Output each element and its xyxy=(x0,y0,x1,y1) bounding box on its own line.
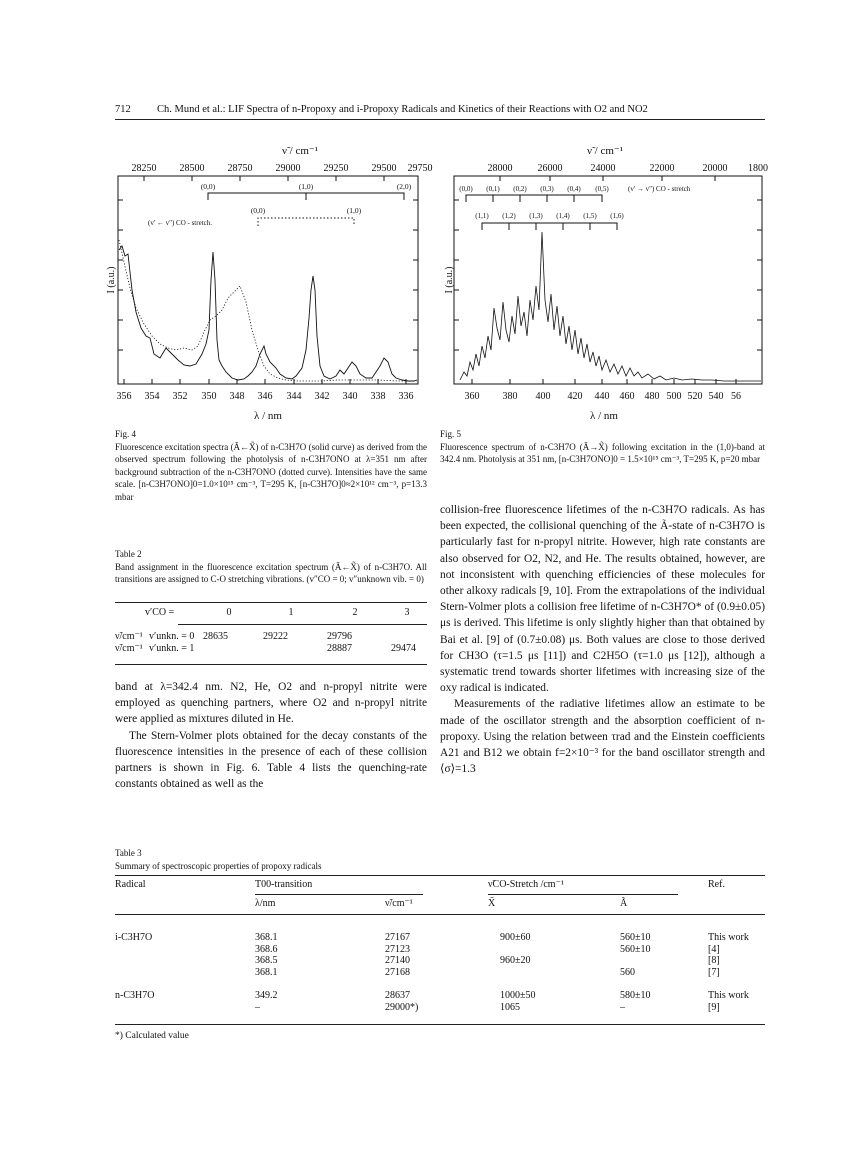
fig5-top-axis-label: ν̃ / cm⁻¹ xyxy=(586,145,624,157)
fig5-bottom-tick: 360 xyxy=(464,391,480,402)
fig5-ticks xyxy=(454,176,762,384)
table2-header-row xyxy=(115,606,427,618)
fig4-dotted-curve xyxy=(119,240,417,381)
table-cell: 368.1 xyxy=(255,932,278,943)
fig4-top-tick: 28250 xyxy=(131,163,157,174)
table2-caption-text: Band assignment in the fluorescence excitation spectrum (Ã←X̃) of n-C3H7O. All transitions are assigned to C-O stretching vibrations. (v″CO = 0; v″unknown vib. = 0) xyxy=(115,561,427,585)
table-cell: This work xyxy=(708,990,749,1001)
table-cell xyxy=(203,642,263,654)
fig4-top-tick: 29000 xyxy=(275,163,301,174)
fig4-top-tick: 29750 xyxy=(407,163,433,174)
table3-subheader: λ/nm xyxy=(255,898,276,909)
fig5-band-label: (0,1) xyxy=(486,185,500,193)
fig5-band-label: (0,5) xyxy=(595,185,609,193)
fig4-top-tick: 28750 xyxy=(227,163,253,174)
fig5-bottom-tick: 480 xyxy=(644,391,660,402)
fig5-y-axis-label: I (a.u.) xyxy=(444,266,455,294)
fig5-band-label: (0,0) xyxy=(459,185,473,193)
table-row xyxy=(115,630,427,642)
table3-caption-text: Summary of spectroscopic properties of propoxy radicals xyxy=(115,860,322,871)
fig4-top-tick: 28500 xyxy=(179,163,205,174)
table2 xyxy=(115,606,427,618)
table2-header-cell: 3 xyxy=(404,606,410,618)
paragraph: The Stern-Volmer plots obtained for the decay constants of the fluorescence intensities in the presence of each of these collision partners is shown in Fig. 6. Table 4 lists the quenching-rate constants obtained as well as the xyxy=(115,729,427,791)
table-cell: 960±20 xyxy=(500,955,531,966)
table-cell xyxy=(115,955,255,967)
table3-rule-top xyxy=(115,875,765,876)
table3-header: Radical xyxy=(115,879,146,890)
table-cell: 1000±50 xyxy=(500,990,536,1001)
fig5-bottom-tick: 540 xyxy=(708,391,724,402)
fig4-annotation: (v' ← v") CO - stretch. xyxy=(148,219,212,227)
fig4-caption-text: Fluorescence excitation spectra (Ã←X̃) of n-C3H7O (solid curve) as derived from the observed spectrum following the photolysis of n-C3H7ONO at λ=351 nm after background subtraction of the n-C3H7ONO (dotted curve). Intensities have the same scale. [n-C3H7ONO]0=1.0×10¹⁵ cm⁻³, T=295 K, [n-C3H7O]0≈2×10¹² cm⁻³, p=13.3 mbar xyxy=(115,441,427,502)
table-cell: v′unkn. = 1 xyxy=(149,642,195,654)
page-number: 712 xyxy=(115,104,131,115)
table-cell: 27167 xyxy=(385,932,410,943)
table-cell: v′unkn. = 0 xyxy=(149,630,195,642)
fig5-bracket-row2 xyxy=(482,223,617,230)
figure-5 xyxy=(440,140,768,402)
fig5-band-label: (0,2) xyxy=(513,185,527,193)
table-cell xyxy=(115,1002,255,1014)
table3-header: T00-transition xyxy=(255,879,313,890)
fig5-band-label: (1,6) xyxy=(610,212,624,220)
table3-header: Ref. xyxy=(708,879,725,890)
table-cell xyxy=(115,967,255,979)
fig5-band-label: (0,4) xyxy=(567,185,581,193)
table-cell xyxy=(488,944,620,956)
table-cell: 368.1 xyxy=(255,966,278,978)
fig4-caption-title: Fig. 4 xyxy=(115,429,137,439)
fig5-bottom-tick: 380 xyxy=(502,391,518,402)
fig4-band-bracket-solid xyxy=(208,193,404,200)
fig4-bottom-tick: 352 xyxy=(172,391,188,402)
table-cell: 560±10 xyxy=(620,932,651,943)
fig4-band-label: (0,0) xyxy=(200,182,216,191)
fig5-bottom-tick: 56 xyxy=(731,391,741,402)
table-row xyxy=(115,944,765,956)
table-row xyxy=(115,642,427,654)
paragraph: band at λ=342.4 nm. N2, He, O2 and n-propyl nitrite were employed as quenching partners, where O2 and n-propyl nitrite were applied as mixtures diluted in He. xyxy=(115,681,427,726)
table2-title: Table 2 xyxy=(115,549,142,559)
fig5-top-tick: 28000 xyxy=(487,163,513,174)
fig4-band-bracket-dotted xyxy=(258,218,354,226)
running-title: Ch. Mund et al.: LIF Spectra of n-Propoxy and i-Propoxy Radicals and Kinetics of their Reactions with O2 and NO2 xyxy=(157,104,648,115)
table-cell: 368.6 xyxy=(255,943,278,955)
fig5-band-label: (1,5) xyxy=(583,212,597,220)
table-cell: 368.5 xyxy=(255,955,278,966)
table3-subheader: ν̃/cm⁻¹ xyxy=(385,898,413,909)
fig5-x-axis-label: λ / nm xyxy=(590,410,618,422)
fig5-band-label: (1,1) xyxy=(475,212,489,220)
paragraph: collision-free fluorescence lifetimes of the n-C3H7O radicals. As has been expected, the collisional quenching of the Ã-state of n-C3H7O is particularly fast for n-propyl nitrite. However, high rate constants are also observed for O2, N2, and He. The results obtained, however, are not inconsistent with quenching efficiencies of these molecules for other alkoxy radicals [9, 10]. From the extrapolations of the individual Stern-Volmer plots a collision free lifetime of n-C3H7O* of (0.9±0.05) μs is derived. This lifetime is only slightly higher than that obtained by Bai et al. [9] of (0.7±0.08) μs. Both values are close to those derived for CH3O (τ=1.5 μs [11]) and C2H5O (τ=1.0 μs [12]), although a systematic trend towards shorter lifetimes with increasing size of the oxy radical is indicated. xyxy=(440,504,765,695)
fig5-caption-text: Fluorescence spectrum of n-C3H7O (Ã→X̃) following excitation in the (1,0)-band at 342.4 nm. Photolysis at 351 nm, [n-C3H7ONO]0 = 1.5×10¹⁵ cm⁻³, T=295 K, p=20 mbar xyxy=(440,441,765,465)
table-cell xyxy=(488,967,620,979)
fig4-bottom-tick: 346 xyxy=(257,391,273,402)
fig4-bottom-tick: 342 xyxy=(314,391,330,402)
fig5-band-label: (1,4) xyxy=(556,212,570,220)
table-row xyxy=(115,955,765,967)
fig4-top-axis-label: ν̃ / cm⁻¹ xyxy=(281,145,319,157)
fig5-band-label: (1,3) xyxy=(529,212,543,220)
table-cell: – xyxy=(620,1001,625,1013)
table-cell: n-C3H7O xyxy=(115,990,155,1001)
table-cell: This work xyxy=(708,932,749,943)
table3-rule-sub xyxy=(488,894,678,895)
table-cell: [9] xyxy=(708,1001,720,1013)
fig5-band-label: (0,3) xyxy=(540,185,554,193)
fig5-top-tick: 22000 xyxy=(649,163,675,174)
table-cell: 29000*) xyxy=(385,1001,419,1013)
table3-rule-mid xyxy=(115,914,765,915)
table3-caption xyxy=(115,847,765,872)
table-cell: 560±10 xyxy=(620,943,651,955)
table-cell: [4] xyxy=(708,943,720,955)
fig4-top-tick: 29500 xyxy=(371,163,397,174)
table-cell: – xyxy=(255,1001,260,1013)
fig5-bottom-tick: 460 xyxy=(619,391,635,402)
table2-rule-bottom xyxy=(115,664,427,665)
fig5-caption-title: Fig. 5 xyxy=(440,429,462,439)
table-cell: 28635 xyxy=(203,630,228,642)
fig5-bottom-tick: 440 xyxy=(594,391,610,402)
header-rule xyxy=(115,119,765,120)
table-cell xyxy=(620,955,708,967)
table2-header-cell: 2 xyxy=(352,606,358,618)
fig5-band-label: (1,2) xyxy=(502,212,516,220)
table-cell: [7] xyxy=(708,966,720,978)
fig5-top-tick: 20000 xyxy=(702,163,728,174)
table-cell: 27140 xyxy=(385,955,410,966)
table-row xyxy=(115,932,765,944)
table-cell: 27123 xyxy=(385,943,410,955)
table-cell: 29796 xyxy=(327,630,352,642)
fig4-band-label: (1,0) xyxy=(298,182,314,191)
table-cell: [8] xyxy=(708,955,720,966)
table-cell: 28887 xyxy=(327,642,352,654)
table2-body xyxy=(115,630,427,654)
table3-footnote: *) Calculated value xyxy=(115,1031,189,1041)
table3-subheader: Ã xyxy=(620,898,628,909)
table3-title: Table 3 xyxy=(115,848,142,858)
table-cell: 27168 xyxy=(385,966,410,978)
table-cell: 29222 xyxy=(263,630,288,642)
fig4-y-axis-label: I (a.u.) xyxy=(106,266,117,294)
fig4-caption xyxy=(115,428,427,504)
table-row xyxy=(115,967,765,979)
fig5-annotation: (v' → v") CO - stretch xyxy=(628,185,691,193)
fig4-top-ticks xyxy=(132,163,433,174)
fig4-bottom-tick: 356 xyxy=(116,391,132,402)
table3-rule-bottom xyxy=(115,1024,765,1025)
table2-header-cell: 1 xyxy=(288,606,294,618)
fig5-bottom-tick: 400 xyxy=(535,391,551,402)
fig4-bottom-ticks xyxy=(117,391,414,402)
table-cell: 900±60 xyxy=(500,932,531,943)
fig4-top-tick: 29250 xyxy=(323,163,349,174)
right-column-text xyxy=(440,502,765,777)
fig5-bottom-tick: 500 xyxy=(666,391,682,402)
table-cell xyxy=(263,642,327,654)
fig5-spectrum xyxy=(460,232,761,381)
fig4-bottom-tick: 354 xyxy=(144,391,160,402)
fig4-bottom-tick: 348 xyxy=(229,391,245,402)
figure-4 xyxy=(106,140,433,402)
table-row xyxy=(115,1002,765,1014)
table2-header-cell: v′CO = xyxy=(145,606,175,618)
fig4-bottom-tick: 336 xyxy=(398,391,414,402)
fig4-bottom-tick: 340 xyxy=(342,391,358,402)
fig4-bottom-tick: 338 xyxy=(370,391,386,402)
table2-rule-mid xyxy=(178,624,427,625)
left-column-text xyxy=(115,679,427,792)
table3-subheader: X̃ xyxy=(488,898,496,909)
table-cell: ν̃/cm⁻¹ xyxy=(115,630,143,642)
fig5-frame xyxy=(454,176,762,384)
fig5-top-tick: 26000 xyxy=(537,163,563,174)
fig4-band-label: (2,0) xyxy=(396,182,412,191)
table2-caption xyxy=(115,548,427,586)
fig5-caption xyxy=(440,428,765,466)
table-cell: 28637 xyxy=(385,990,410,1001)
table-row xyxy=(115,978,765,1002)
fig4-band-label: (1,0) xyxy=(346,206,362,215)
fig5-top-tick: 24000 xyxy=(590,163,616,174)
fig4-bottom-tick: 344 xyxy=(286,391,302,402)
table-cell: 580±10 xyxy=(620,990,651,1001)
fig5-bracket-row1 xyxy=(466,195,602,202)
table-cell: 349.2 xyxy=(255,990,278,1001)
fig4-bottom-tick: 350 xyxy=(201,391,217,402)
fig5-bottom-tick: 420 xyxy=(567,391,583,402)
fig4-x-axis-label: λ / nm xyxy=(254,410,282,422)
fig4-solid-curve xyxy=(119,246,417,381)
paragraph: Measurements of the radiative lifetimes allow an estimate to be made of the oscillator strength and the absorption coefficient of n-propoxy. Using the relation between τrad and the Einstein coefficients A21 and B12 we obtain f=2×10⁻³ for the band oscillator strength and ⟨σ⟩=1.3 xyxy=(440,698,765,776)
table3-header: ν̃CO-Stretch /cm⁻¹ xyxy=(488,879,564,890)
table-cell xyxy=(391,630,427,642)
table-cell xyxy=(115,944,255,956)
table3-rule-sub xyxy=(255,894,423,895)
fig4-band-label: (0,0) xyxy=(250,206,266,215)
table-cell: 560 xyxy=(620,966,635,978)
table2-header-cell: 0 xyxy=(226,606,232,618)
table-cell: 1065 xyxy=(500,1001,520,1013)
table2-rule-top xyxy=(115,602,427,603)
table-cell: 29474 xyxy=(391,642,416,654)
table-cell: ν̃/cm⁻¹ xyxy=(115,642,143,654)
table-cell: i-C3H7O xyxy=(115,932,153,943)
fig5-top-tick: 1800 xyxy=(748,163,768,174)
table3-body xyxy=(115,932,765,1013)
fig5-bottom-tick: 520 xyxy=(687,391,703,402)
